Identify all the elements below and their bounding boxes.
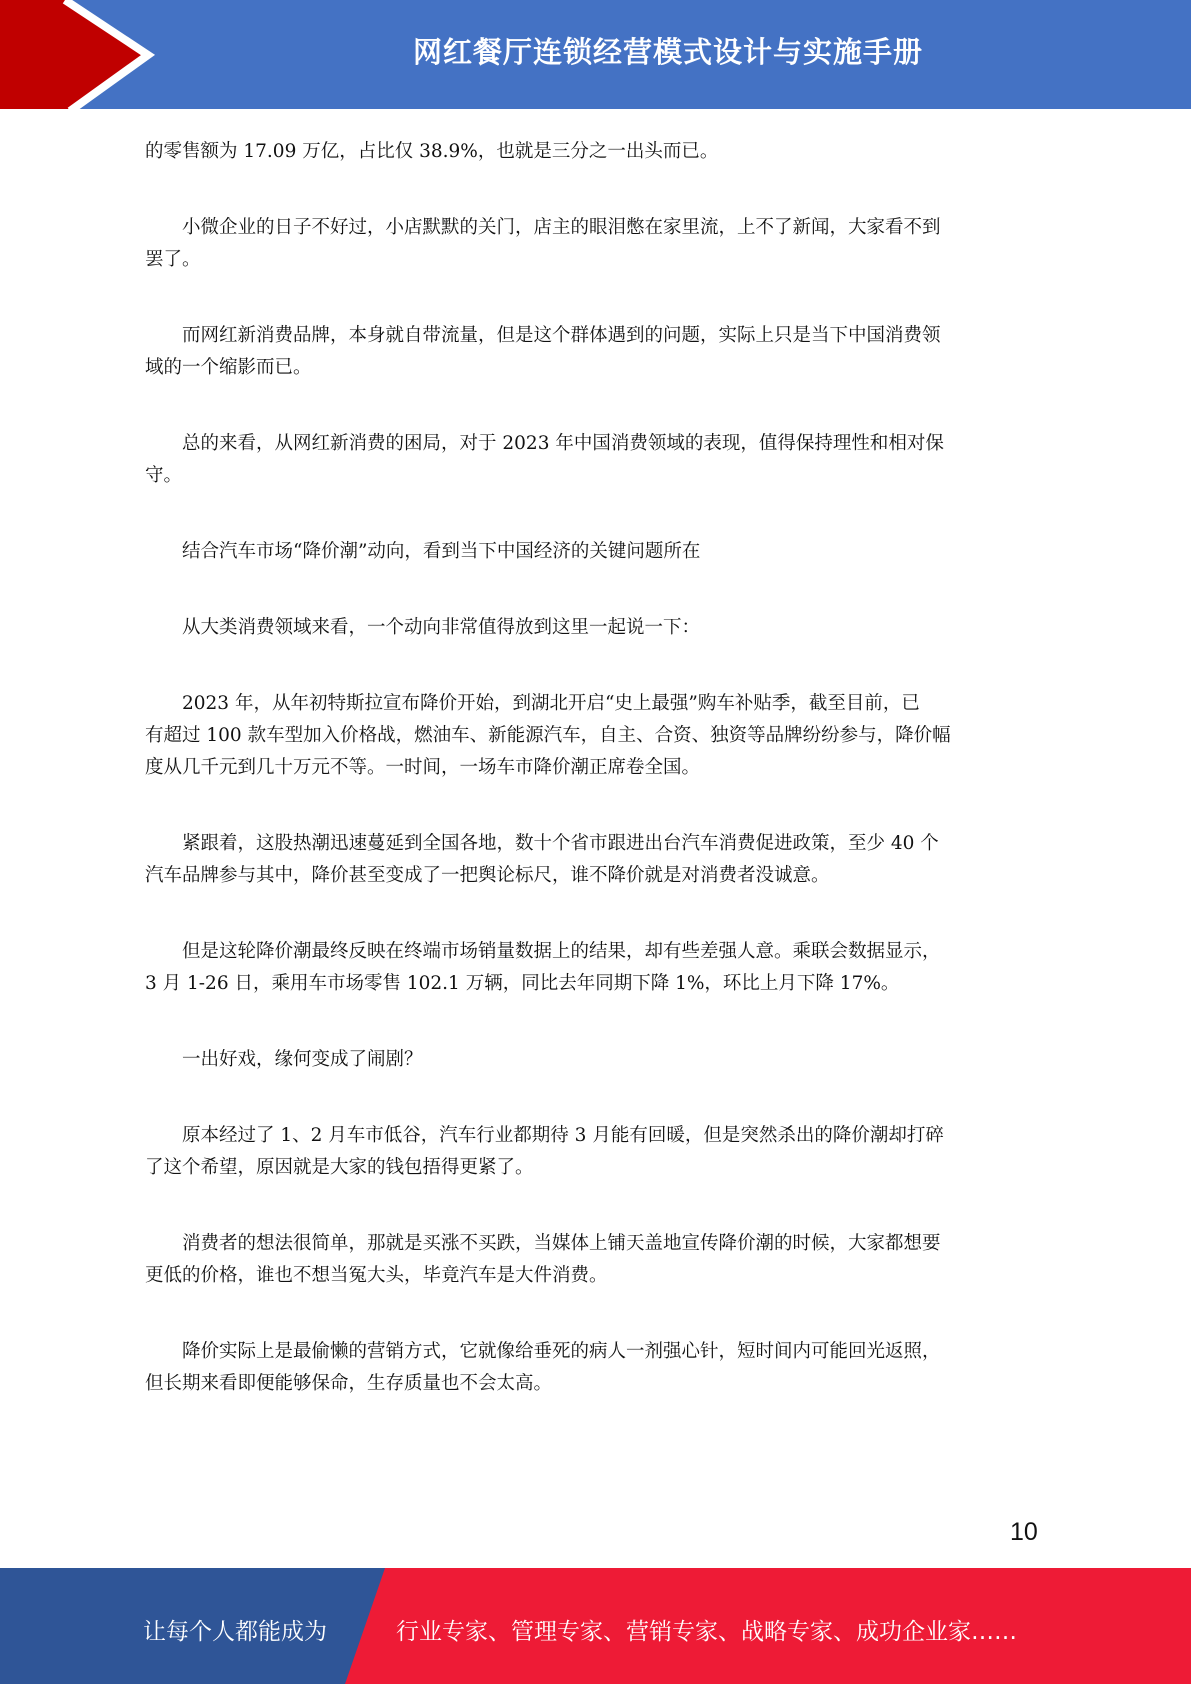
paragraph-line: 但长期来看即便能够保命，生存质量也不会太高。 [145, 1373, 553, 1394]
paragraph-line: 汽车品牌参与其中，降价甚至变成了一把舆论标尺，谁不降价就是对消费者没诚意。 [145, 865, 830, 886]
paragraph [145, 688, 1055, 784]
paragraph-line: 2023 年，从年初特斯拉宣布降价开始，到湖北开启“史上最强”购车补贴季，截至目前，已 [182, 693, 920, 714]
paragraph-line: 紧跟着，这股热潮迅速蔓延到全国各地，数十个省市跟进出台汽车消费促进政策，至少 40 个 [182, 833, 939, 854]
paragraph [145, 1044, 1055, 1076]
paragraph-line: 总的来看，从网红新消费的困局，对于 2023 年中国消费领域的表现，值得保持理性和相对保 [182, 433, 944, 454]
paragraph [145, 612, 1055, 644]
paragraph-line: 降价实际上是最偷懒的营销方式，它就像给垂死的病人一剂强心针，短时间内可能回光返照， [182, 1341, 941, 1362]
page-number: 10 [1010, 1518, 1038, 1546]
paragraph-line: 一出好戏，缘何变成了闹剧？ [182, 1049, 423, 1070]
paragraph-line: 守。 [145, 465, 183, 486]
paragraph [145, 936, 1055, 1000]
paragraph [145, 1120, 1055, 1184]
paragraph-line: 从大类消费领域来看，一个动向非常值得放到这里一起说一下： [182, 617, 701, 638]
page-footer [0, 1568, 1191, 1684]
paragraph-line: 但是这轮降价潮最终反映在终端市场销量数据上的结果，却有些差强人意。乘联会数据显示， [182, 941, 941, 962]
paragraph-line: 更低的价格，谁也不想当冤大头，毕竟汽车是大件消费。 [145, 1265, 608, 1286]
paragraph-line: 域的一个缩影而已。 [145, 357, 312, 378]
paragraph [145, 428, 1055, 492]
footer-slogan-left: 让每个人都能成为 [143, 1619, 327, 1645]
paragraph-line: 了这个希望，原因就是大家的钱包捂得更紧了。 [145, 1157, 534, 1178]
paragraph [145, 320, 1055, 384]
paragraph-line: 消费者的想法很简单，那就是买涨不买跌，当媒体上铺天盖地宣传降价潮的时候，大家都想要 [182, 1233, 941, 1254]
paragraph-line: 罢了。 [145, 249, 201, 270]
paragraph-line: 有超过 100 款车型加入价格战，燃油车、新能源汽车，自主、合资、独资等品牌纷纷参与，降价幅 [145, 725, 951, 746]
paragraph [145, 1336, 1055, 1400]
paragraph-line: 度从几千元到几十万元不等。一时间，一场车市降价潮正席卷全国。 [145, 757, 701, 778]
paragraph [145, 1228, 1055, 1292]
paragraph [145, 828, 1055, 892]
paragraph-line: 3 月 1-26 日，乘用车市场零售 102.1 万辆，同比去年同期下降 1%，环比上月下降 17%。 [145, 973, 900, 994]
footer-slogan-right: 行业专家、管理专家、营销专家、战略专家、成功企业家…… [396, 1619, 1017, 1645]
paragraph-line: 而网红新消费品牌，本身就自带流量，但是这个群体遇到的问题，实际上只是当下中国消费领 [182, 325, 941, 346]
paragraph-line: 原本经过了 1、2 月车市低谷，汽车行业都期待 3 月能有回暖，但是突然杀出的降价潮却打碎 [182, 1125, 944, 1146]
paragraph [145, 536, 1055, 568]
page-header [0, 0, 1191, 111]
document-title: 网红餐厅连锁经营模式设计与实施手册 [412, 35, 923, 69]
paragraph-line: 的零售额为 17.09 万亿，占比仅 38.9%，也就是三分之一出头而已。 [145, 141, 719, 162]
document-body [145, 136, 1055, 1444]
paragraph [145, 136, 1055, 168]
paragraph-line: 结合汽车市场“降价潮”动向，看到当下中国经济的关键问题所在 [182, 541, 701, 562]
paragraph-line: 小微企业的日子不好过，小店默默的关门，店主的眼泪憋在家里流，上不了新闻，大家看不到 [182, 217, 941, 238]
paragraph [145, 212, 1055, 276]
